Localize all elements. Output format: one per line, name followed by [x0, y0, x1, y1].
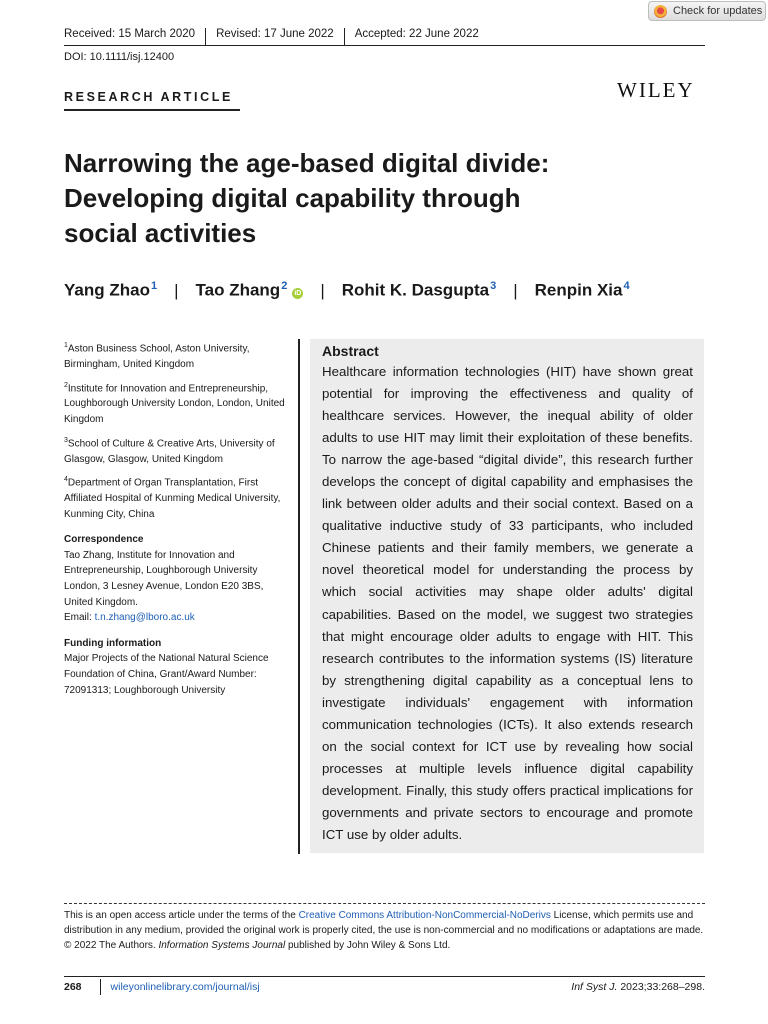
citation-journal: Inf Syst J.: [571, 981, 618, 993]
affiliation-number: 2: [64, 381, 68, 389]
author-name: Rohit K. Dasgupta: [341, 280, 490, 300]
copyright-text: © 2022 The Authors.: [64, 940, 159, 951]
license-link[interactable]: Creative Commons Attribution-NonCommercial-NoDerivs: [298, 910, 551, 921]
abstract-heading: Abstract: [322, 343, 379, 359]
email-label: Email:: [64, 612, 92, 624]
article-dates: [64, 28, 705, 46]
publisher-logo: WILEY: [617, 78, 695, 102]
license-notice: [64, 908, 705, 953]
copyright-text: published by John Wiley & Sons Ltd.: [285, 940, 451, 951]
affiliation-3: [64, 433, 294, 468]
title-line-1: Narrowing the age-based digital divide:: [64, 148, 550, 178]
funding-text: Major Projects of the National Natural Science Foundation of China, Grant/Award Number: 72091313; Loughborough University: [64, 653, 269, 696]
author-separator: |: [513, 280, 518, 300]
page-footer: [64, 978, 705, 996]
author-4[interactable]: [535, 280, 630, 301]
citation-details: 2023;33:268–298.: [617, 981, 705, 993]
revised-date: Revised: 17 June 2022: [216, 28, 334, 40]
footnote-rule: [64, 903, 705, 904]
abstract-text: Healthcare information technologies (HIT) have shown great potential for improving the effectiveness and quality of healthcare services. However, the inequal ability of older adults to use HIT may limit their exploitation of these benefits. To narrow the age-based “digital divide”, this research further develops the concept of digital capability and emphasises the link between older adults and their social context. Based on a qualitative inductive study of 33 participants, who included Chinese patients and their family members, we generate a novel theoretical model for understanding the process by which social activities may shape older adults' digital capabilities. Based on the model, we suggest two strategies that might encourage older adults to engage with HIT. This research contributes to the information systems (IS) literature by strengthening digital capability as a conceptual lens to investigate individuals' engagement with information communication technologies (ICTs). It also extends research on the social context for ICT use by revealing how social processes at multiple levels influence digital capability development. Finally, this study offers practical implications for governments and private sectors to encourage and promote ICT use by older adults.: [322, 364, 693, 842]
author-3[interactable]: [342, 280, 496, 301]
correspondence-heading: Correspondence: [64, 534, 144, 546]
affiliation-text: Aston Business School, Aston University, Birmingham, United Kingdom: [64, 343, 250, 370]
article-type-rule: [64, 109, 240, 111]
received-date: Received: 15 March 2020: [64, 28, 196, 40]
affiliation-text: Department of Organ Transplantation, First Affiliated Hospital of Kunming Medical University, Kunming City, China: [64, 477, 281, 520]
author-2[interactable]: [196, 280, 304, 301]
header-rule: [64, 45, 705, 46]
date-separator: [344, 28, 345, 45]
page-footer-rule: [64, 976, 705, 977]
affiliation-text: School of Culture & Creative Arts, University of Glasgow, Glasgow, United Kingdom: [64, 437, 275, 465]
email-link[interactable]: t.n.zhang@lboro.ac.uk: [94, 612, 195, 624]
author-affiliation-ref[interactable]: 4: [623, 280, 630, 292]
check-for-updates-button[interactable]: [648, 1, 766, 21]
title-line-3: social activities: [64, 218, 257, 248]
author-name: Tao Zhang: [195, 280, 281, 300]
license-text: License, which permits use and distribution in any medium, provided the original work is properly cited, the use is non-commercial and no modifications or adaptations are made.: [64, 910, 704, 936]
author-name: Yang Zhao: [64, 280, 150, 300]
author-name: Renpin Xia: [534, 280, 623, 300]
abstract-divider: [298, 339, 300, 854]
check-for-updates-label: Check for updates: [673, 5, 763, 17]
page-number: 268: [64, 981, 82, 993]
license-text: This is an open access article under the terms of the: [64, 910, 299, 921]
doi: DOI: 10.1111/isj.12400: [64, 51, 175, 63]
correspondence-email: [64, 610, 294, 626]
affiliation-text: Institute for Innovation and Entrepreneurship, Loughborough University London, London, United Kingdom: [64, 382, 285, 426]
affiliation-number: 4: [64, 476, 68, 484]
funding-heading: Funding information: [64, 637, 162, 649]
article-title: [64, 146, 584, 251]
author-separator: |: [174, 280, 179, 300]
affiliation-1: [64, 338, 294, 373]
author-affiliation-ref[interactable]: 1: [150, 280, 158, 292]
affiliation-number: 3: [64, 436, 68, 444]
article-info-sidebar: [64, 338, 294, 703]
affiliation-4: [64, 472, 294, 522]
author-1[interactable]: [64, 280, 157, 301]
author-separator: |: [320, 280, 325, 300]
article-type: RESEARCH ARTICLE: [64, 90, 233, 104]
crossmark-icon: [654, 5, 667, 18]
citation: [571, 981, 705, 993]
accepted-date: Accepted: 22 June 2022: [354, 28, 479, 40]
author-affiliation-ref[interactable]: 2: [281, 280, 288, 292]
correspondence-text: Tao Zhang, Institute for Innovation and Entrepreneurship, Loughborough University London, 3 Lesney Avenue, London E20 3BS, United Kingdom.: [64, 549, 264, 608]
title-line-2: Developing digital capability through: [64, 183, 521, 213]
date-separator: [205, 28, 206, 45]
footer-separator: [100, 979, 101, 995]
author-affiliation-ref[interactable]: 3: [490, 280, 497, 292]
abstract-box: [310, 339, 704, 853]
affiliation-number: 1: [64, 342, 68, 349]
author-list: [64, 280, 630, 301]
journal-name: Information Systems Journal: [158, 940, 286, 951]
orcid-icon[interactable]: iD: [294, 289, 302, 297]
affiliation-2: [64, 378, 294, 428]
journal-url-link[interactable]: wileyonlinelibrary.com/journal/isj: [110, 981, 260, 993]
